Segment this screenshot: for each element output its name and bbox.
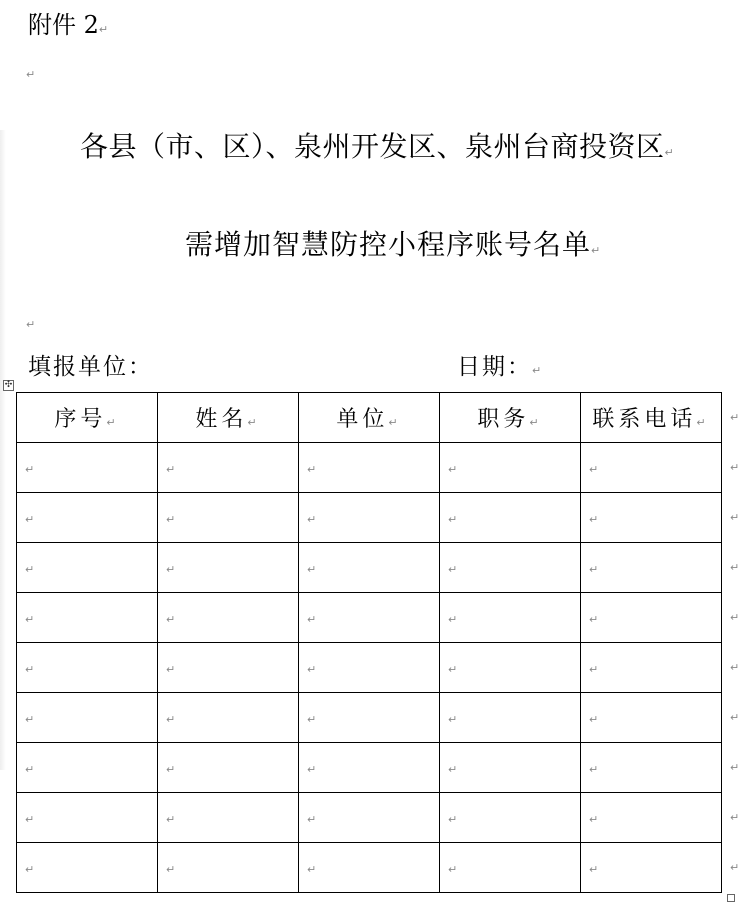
table-cell-phone[interactable]: [581, 543, 722, 593]
cell-end-mark-icon: ↵: [589, 663, 599, 676]
cell-end-mark-icon: ↵: [25, 813, 35, 826]
table-move-handle-icon[interactable]: ✣: [4, 380, 13, 390]
cell-end-mark-icon: ↵: [25, 563, 35, 576]
row-end-mark-icon: ↵: [730, 610, 740, 624]
header-cell-index[interactable]: 序号↵: [17, 393, 158, 443]
table-cell-position[interactable]: [440, 693, 581, 743]
row-end-mark-icon: ↵: [730, 560, 740, 574]
cell-end-mark-icon: ↵: [589, 713, 599, 726]
table-cell-unit[interactable]: [299, 743, 440, 793]
table-cell-position[interactable]: [440, 793, 581, 843]
table-cell-name[interactable]: [158, 843, 299, 893]
cell-end-mark-icon: ↵: [307, 763, 317, 776]
document-title-line-2: 需增加智慧防控小程序账号名单↵: [185, 228, 602, 261]
cell-end-mark-icon: ↵: [589, 613, 599, 626]
table-cell-position[interactable]: [440, 843, 581, 893]
cell-end-mark-icon: ↵: [529, 416, 543, 429]
table-cell-position[interactable]: [440, 493, 581, 543]
cell-end-mark-icon: ↵: [25, 713, 35, 726]
table-cell-name[interactable]: [158, 543, 299, 593]
table-cell-index[interactable]: [17, 793, 158, 843]
table-cell-phone[interactable]: [581, 493, 722, 543]
cell-end-mark-icon: ↵: [589, 513, 599, 526]
table-row: [17, 693, 722, 743]
account-roster-table: [16, 392, 722, 893]
cell-end-mark-icon: ↵: [25, 763, 35, 776]
cell-end-mark-icon: ↵: [589, 863, 599, 876]
table-cell-position[interactable]: [440, 543, 581, 593]
table-cell-index[interactable]: [17, 493, 158, 543]
cell-end-mark-icon: ↵: [166, 663, 176, 676]
cell-end-mark-icon: ↵: [696, 416, 710, 429]
cell-end-mark-icon: ↵: [166, 813, 176, 826]
table-row: [17, 543, 722, 593]
table-cell-phone[interactable]: [581, 693, 722, 743]
cell-end-mark-icon: ↵: [307, 863, 317, 876]
row-end-mark-icon: ↵: [730, 460, 740, 474]
row-end-mark-icon: ↵: [730, 710, 740, 724]
cell-end-mark-icon: ↵: [448, 613, 458, 626]
cell-end-mark-icon: ↵: [25, 863, 35, 876]
cell-end-mark-icon: ↵: [589, 463, 599, 476]
table-cell-unit[interactable]: [299, 593, 440, 643]
table-row: [17, 643, 722, 693]
paragraph-mark-icon: ↵: [532, 364, 544, 377]
table-cell-unit[interactable]: [299, 843, 440, 893]
empty-paragraph-mark-icon: ↵: [26, 318, 36, 331]
table-row: [17, 793, 722, 843]
table-cell-position[interactable]: [440, 643, 581, 693]
table-cell-phone[interactable]: [581, 743, 722, 793]
table-cell-index[interactable]: [17, 843, 158, 893]
table-row: [17, 743, 722, 793]
cell-end-mark-icon: ↵: [25, 663, 35, 676]
table-cell-name[interactable]: [158, 743, 299, 793]
table-header-row: [17, 393, 722, 443]
row-end-mark-icon: ↵: [730, 810, 740, 824]
header-cell-unit[interactable]: 单位↵: [299, 393, 440, 443]
cell-end-mark-icon: ↵: [166, 563, 176, 576]
paragraph-mark-icon: ↵: [98, 23, 109, 36]
header-cell-name[interactable]: 姓名↵: [158, 393, 299, 443]
cell-end-mark-icon: ↵: [388, 416, 402, 429]
row-end-mark-icon: ↵: [730, 410, 740, 424]
cell-end-mark-icon: ↵: [25, 613, 35, 626]
document-title-line-1: 各县（市、区）、泉州开发区、泉州台商投资区↵: [80, 130, 675, 163]
date-label: 日期：↵: [457, 354, 544, 380]
table-row: [17, 443, 722, 493]
table-row: [17, 493, 722, 543]
cell-end-mark-icon: ↵: [307, 563, 317, 576]
table-cell-name[interactable]: [158, 593, 299, 643]
cell-end-mark-icon: ↵: [448, 563, 458, 576]
cell-end-mark-icon: ↵: [448, 513, 458, 526]
table-cell-position[interactable]: [440, 593, 581, 643]
cell-end-mark-icon: ↵: [448, 663, 458, 676]
table-cell-phone[interactable]: [581, 643, 722, 693]
table-cell-name[interactable]: [158, 793, 299, 843]
table-row: [17, 843, 722, 893]
cell-end-mark-icon: ↵: [448, 813, 458, 826]
cell-end-mark-icon: ↵: [307, 813, 317, 826]
row-end-mark-icon: ↵: [730, 660, 740, 674]
table-cell-position[interactable]: [440, 443, 581, 493]
table-cell-index[interactable]: [17, 543, 158, 593]
cell-end-mark-icon: ↵: [307, 463, 317, 476]
table-cell-unit[interactable]: [299, 793, 440, 843]
cell-end-mark-icon: ↵: [307, 713, 317, 726]
row-end-mark-icon: ↵: [730, 860, 740, 874]
cell-end-mark-icon: ↵: [166, 763, 176, 776]
table-cell-index[interactable]: [17, 693, 158, 743]
table-cell-name[interactable]: [158, 643, 299, 693]
table-cell-unit[interactable]: [299, 643, 440, 693]
row-end-mark-icon: ↵: [730, 760, 740, 774]
table-cell-unit[interactable]: [299, 543, 440, 593]
cell-end-mark-icon: ↵: [448, 713, 458, 726]
table-cell-name[interactable]: [158, 443, 299, 493]
page-edge-shadow: [0, 130, 6, 770]
table-cell-index[interactable]: [17, 593, 158, 643]
cell-end-mark-icon: ↵: [106, 416, 120, 429]
cell-end-mark-icon: ↵: [166, 613, 176, 626]
table-cell-unit[interactable]: [299, 693, 440, 743]
cell-end-mark-icon: ↵: [589, 763, 599, 776]
table-cell-name[interactable]: [158, 693, 299, 743]
table-cell-unit[interactable]: [299, 493, 440, 543]
header-cell-phone[interactable]: 联系电话↵: [581, 393, 722, 443]
table-cell-unit[interactable]: [299, 443, 440, 493]
table-cell-name[interactable]: [158, 493, 299, 543]
table-cell-index[interactable]: [17, 443, 158, 493]
table-cell-phone[interactable]: [581, 843, 722, 893]
cell-end-mark-icon: ↵: [307, 613, 317, 626]
table-cell-phone[interactable]: [581, 593, 722, 643]
table-cell-phone[interactable]: [581, 443, 722, 493]
empty-paragraph-mark-icon: ↵: [26, 68, 36, 81]
cell-end-mark-icon: ↵: [25, 513, 35, 526]
table-row: [17, 593, 722, 643]
header-cell-position[interactable]: 职务↵: [440, 393, 581, 443]
cell-end-mark-icon: ↵: [25, 463, 35, 476]
table-cell-index[interactable]: [17, 643, 158, 693]
row-end-mark-icon: ↵: [730, 510, 740, 524]
table-cell-index[interactable]: [17, 743, 158, 793]
cell-end-mark-icon: ↵: [166, 513, 176, 526]
table-resize-handle[interactable]: [727, 894, 735, 902]
paragraph-mark-icon: ↵: [591, 244, 602, 257]
cell-end-mark-icon: ↵: [166, 463, 176, 476]
cell-end-mark-icon: ↵: [307, 663, 317, 676]
cell-end-mark-icon: ↵: [166, 713, 176, 726]
table-cell-phone[interactable]: [581, 793, 722, 843]
cell-end-mark-icon: ↵: [166, 863, 176, 876]
cell-end-mark-icon: ↵: [247, 416, 261, 429]
cell-end-mark-icon: ↵: [589, 813, 599, 826]
table-cell-position[interactable]: [440, 743, 581, 793]
paragraph-mark-icon: ↵: [664, 146, 675, 159]
fill-unit-label: 填报单位：: [28, 354, 153, 380]
cell-end-mark-icon: ↵: [448, 763, 458, 776]
cell-end-mark-icon: ↵: [448, 463, 458, 476]
cell-end-mark-icon: ↵: [448, 863, 458, 876]
cell-end-mark-icon: ↵: [307, 513, 317, 526]
cell-end-mark-icon: ↵: [589, 563, 599, 576]
attachment-label: 附件 2↵: [28, 11, 109, 39]
